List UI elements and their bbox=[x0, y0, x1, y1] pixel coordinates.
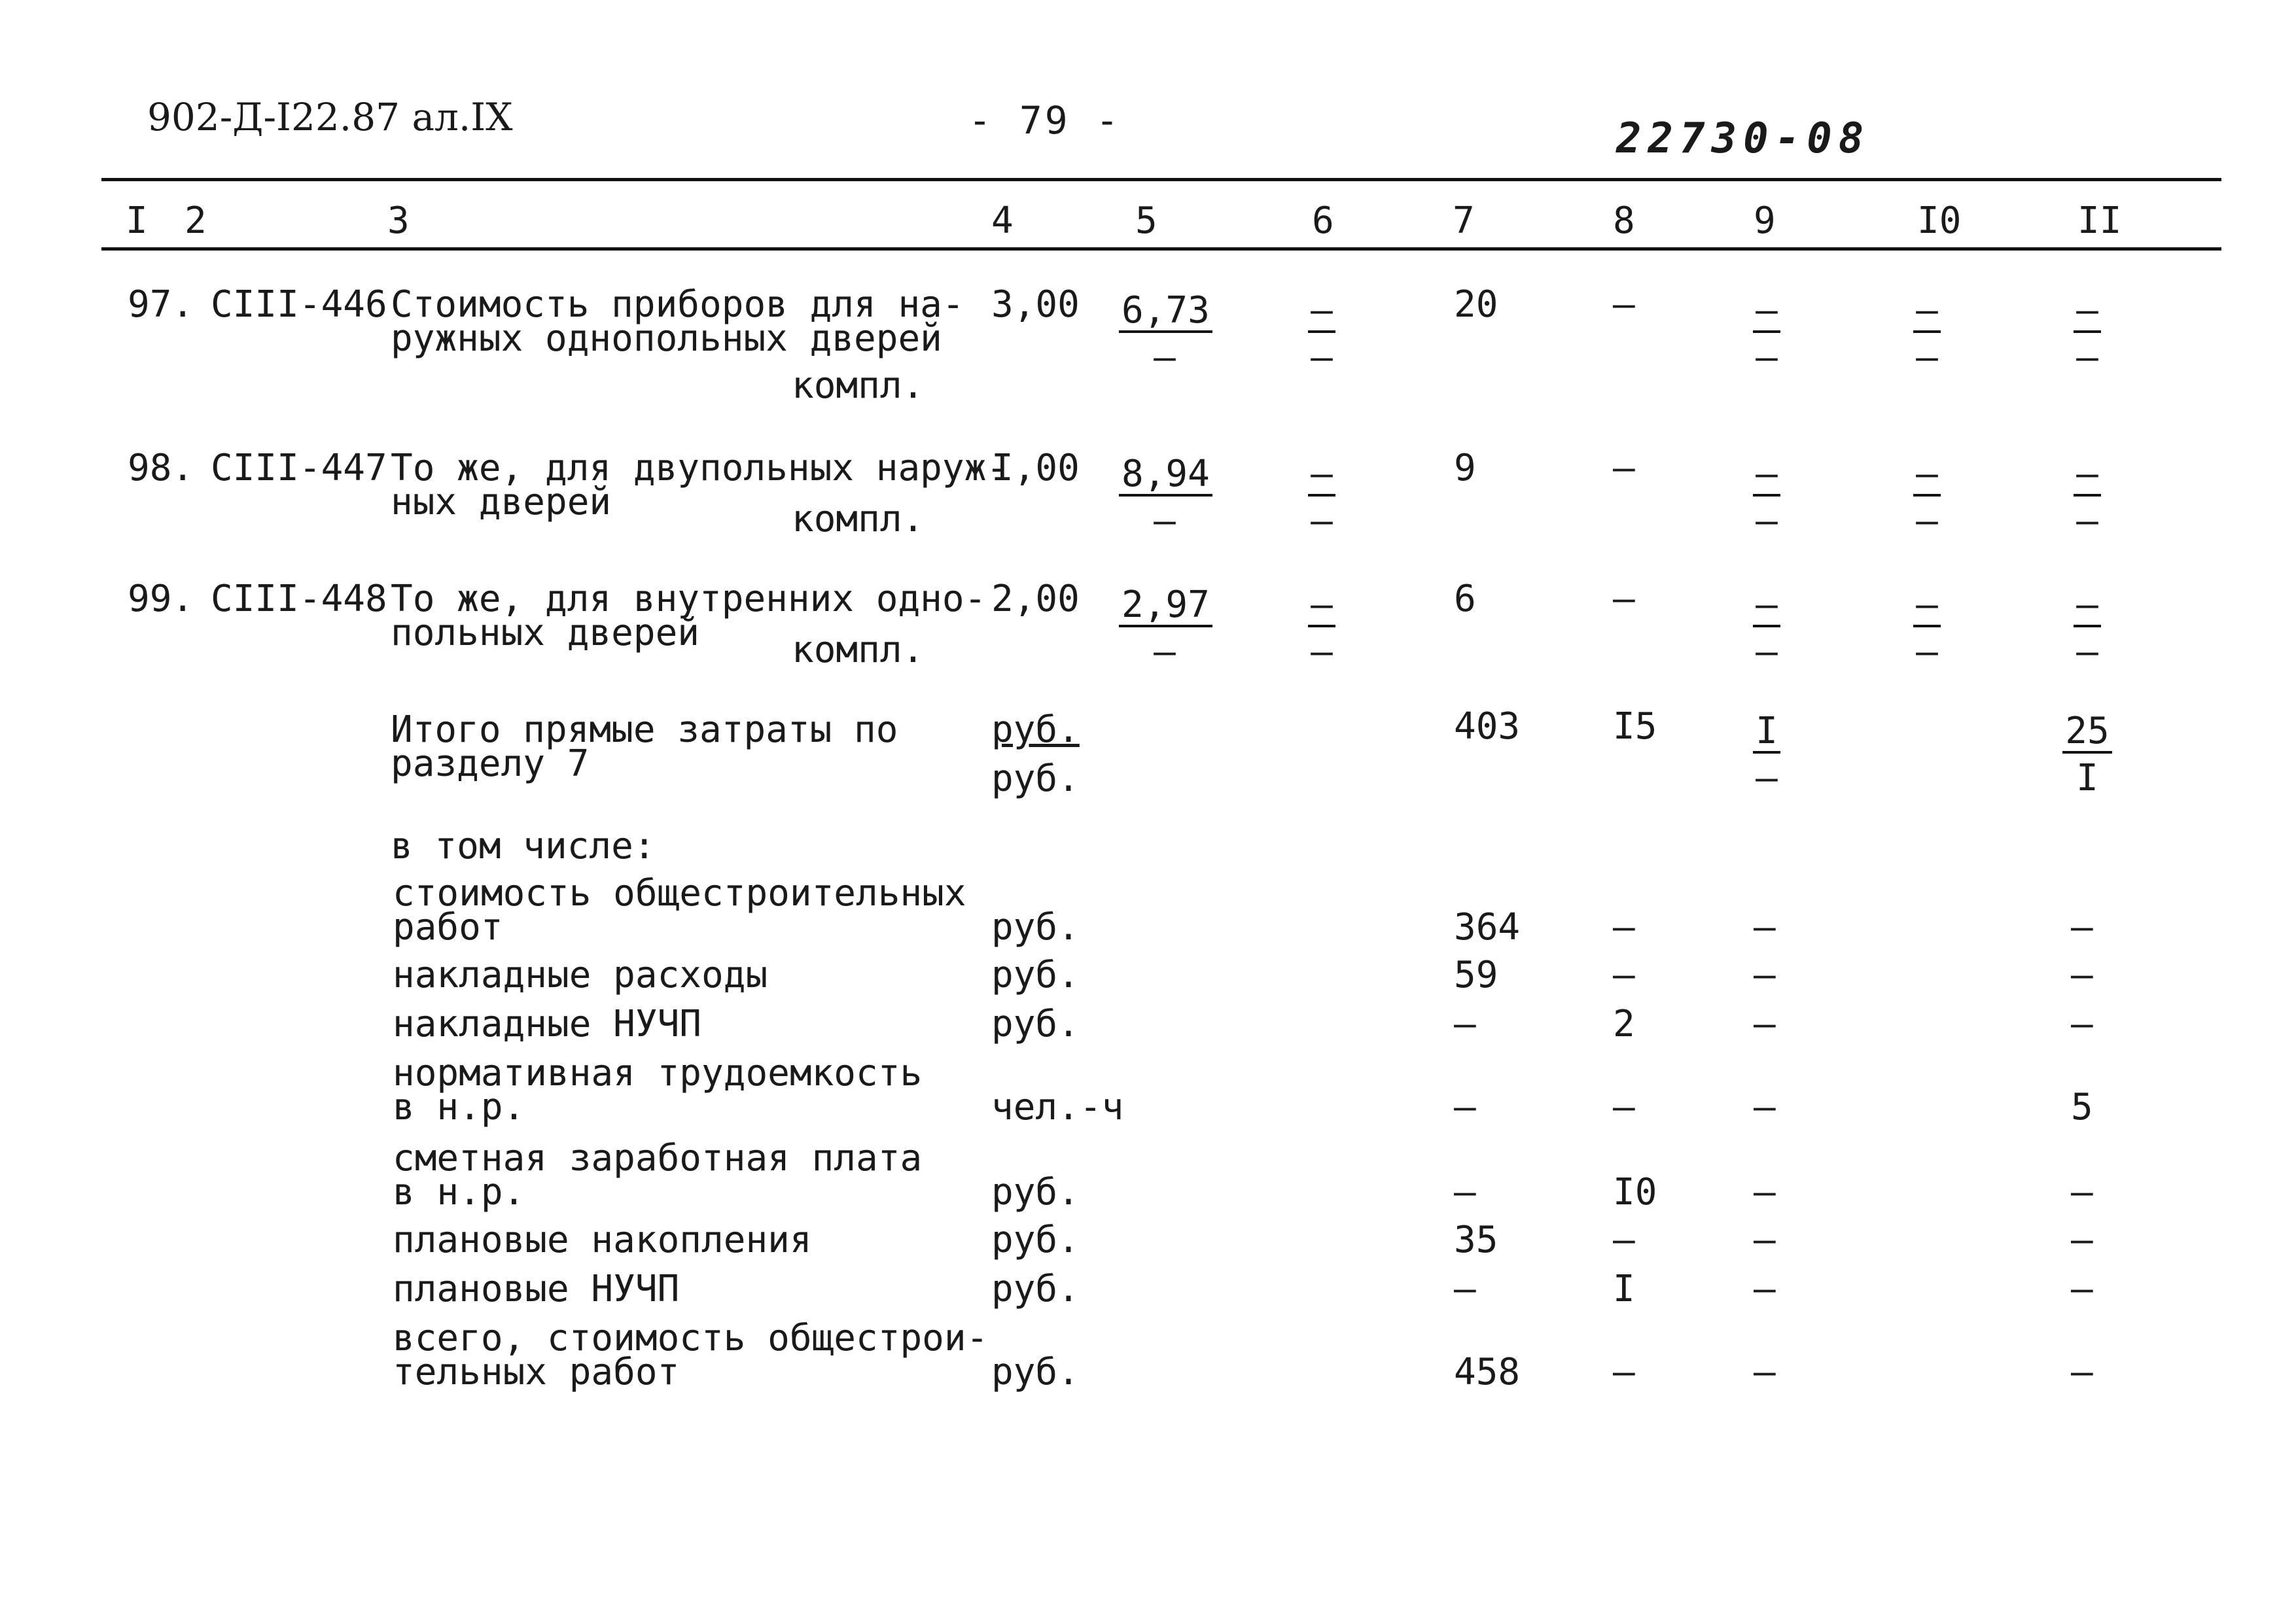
item-qty: I,00 bbox=[991, 447, 1080, 489]
item-col8: – bbox=[1613, 447, 1635, 489]
total-col7: 403 bbox=[1454, 705, 1521, 748]
total-unit-1: руб. bbox=[991, 708, 1080, 751]
breakdown-unit: руб. bbox=[991, 1003, 1080, 1045]
col-header-6: 6 bbox=[1312, 200, 1334, 242]
item-col8: – bbox=[1613, 283, 1635, 326]
item-col5: 2,97 – bbox=[1119, 584, 1210, 671]
item-col5: 8,94 – bbox=[1119, 453, 1210, 540]
item-col6: – – bbox=[1282, 453, 1361, 540]
item-number: 97. bbox=[128, 283, 194, 326]
breakdown-col9: – bbox=[1754, 1219, 1776, 1261]
breakdown-col9: – bbox=[1754, 1171, 1776, 1213]
breakdown-col11: – bbox=[2071, 1171, 2093, 1213]
breakdown-col7: 59 bbox=[1454, 954, 1498, 996]
breakdown-unit: руб. bbox=[991, 954, 1080, 996]
col-header-4: 4 bbox=[991, 200, 1014, 242]
breakdown-label-line1: нормативная трудоемкость bbox=[393, 1052, 923, 1094]
item-col10: – – bbox=[1888, 453, 1966, 540]
breakdown-unit: руб. bbox=[991, 1219, 1080, 1261]
table-top-rule bbox=[101, 178, 2221, 181]
breakdown-col9: – bbox=[1754, 954, 1776, 996]
breakdown-unit: чел.-ч bbox=[991, 1086, 1124, 1128]
item-col6: – – bbox=[1282, 289, 1361, 376]
breakdown-label-line2: тельных работ bbox=[393, 1351, 680, 1393]
breakdown-col8: 2 bbox=[1613, 1003, 1635, 1045]
total-label-line1: Итого прямые затраты по bbox=[391, 708, 898, 751]
item-code: СIII-447 bbox=[211, 447, 387, 489]
item-desc-line2: польных дверей bbox=[391, 612, 700, 654]
item-unit: компл. bbox=[792, 364, 925, 407]
breakdown-col8: – bbox=[1613, 1219, 1635, 1261]
item-code: СIII-446 bbox=[211, 283, 387, 326]
breakdown-unit: руб. bbox=[991, 1268, 1080, 1310]
item-col6: – – bbox=[1282, 584, 1361, 671]
col-header-1: I bbox=[126, 200, 148, 242]
item-number: 98. bbox=[128, 447, 194, 489]
breakdown-label-line1: накладные расходы bbox=[393, 954, 768, 996]
item-col7: 20 bbox=[1454, 283, 1498, 326]
breakdown-col11: – bbox=[2071, 906, 2093, 949]
total-unit-2: руб. bbox=[991, 758, 1080, 800]
breakdown-col11: – bbox=[2071, 1003, 2093, 1045]
col-header-3: 3 bbox=[387, 200, 410, 242]
col-header-5: 5 bbox=[1135, 200, 1157, 242]
document-code: 902-Д-I22.87 ал.IX bbox=[147, 95, 513, 139]
breakdown-label-line1: плановые накопления bbox=[393, 1219, 812, 1261]
breakdown-col8: – bbox=[1613, 1351, 1635, 1393]
item-col9: – – bbox=[1727, 289, 1806, 376]
item-col10: – – bbox=[1888, 584, 1966, 671]
breakdown-col11: – bbox=[2071, 1219, 2093, 1261]
item-unit: компл. bbox=[792, 629, 925, 671]
breakdown-unit: руб. bbox=[991, 1351, 1080, 1393]
col-header-8: 8 bbox=[1613, 200, 1635, 242]
col-header-2: 2 bbox=[185, 200, 207, 242]
item-qty: 2,00 bbox=[991, 578, 1080, 620]
item-desc-line1: Стоимость приборов для на- bbox=[391, 283, 964, 326]
breakdown-col11: – bbox=[2071, 1268, 2093, 1310]
item-col7: 6 bbox=[1454, 578, 1476, 620]
table-header-rule bbox=[101, 247, 2221, 251]
item-code: СIII-448 bbox=[211, 578, 387, 620]
item-desc-line1: То же, для двупольных наруж- bbox=[391, 447, 1009, 489]
breakdown-label-line1: сметная заработная плата bbox=[393, 1137, 923, 1179]
breakdown-label-line2: в н.р. bbox=[393, 1171, 525, 1213]
breakdown-col7: 364 bbox=[1454, 906, 1521, 949]
breakdown-label-line1: накладные НУЧП bbox=[393, 1003, 702, 1045]
col-header-11: II bbox=[2077, 200, 2122, 242]
breakdown-col7: 35 bbox=[1454, 1219, 1498, 1261]
breakdown-col9: – bbox=[1754, 1003, 1776, 1045]
item-number: 99. bbox=[128, 578, 194, 620]
breakdown-label-line1: стоимость общестроительных bbox=[393, 872, 966, 915]
breakdown-col9: – bbox=[1754, 1351, 1776, 1393]
breakdown-col8: I bbox=[1613, 1268, 1635, 1310]
breakdown-col11: – bbox=[2071, 1351, 2093, 1393]
breakdown-label-line2: в н.р. bbox=[393, 1086, 525, 1128]
breakdown-col11: – bbox=[2071, 954, 2093, 996]
breakdown-col7: – bbox=[1454, 1268, 1476, 1310]
breakdown-col8: I0 bbox=[1613, 1171, 1657, 1213]
item-col5: 6,73 – bbox=[1119, 289, 1210, 376]
item-desc-line1: То же, для внутренних одно- bbox=[391, 578, 987, 620]
item-col9: – – bbox=[1727, 453, 1806, 540]
including-label: в том числе: bbox=[391, 825, 656, 867]
col-header-9: 9 bbox=[1754, 200, 1776, 242]
breakdown-unit: руб. bbox=[991, 1171, 1080, 1213]
breakdown-col9: – bbox=[1754, 906, 1776, 949]
archive-number: 22730-08 bbox=[1616, 114, 1871, 163]
item-col9: – – bbox=[1727, 584, 1806, 671]
total-label-line2: разделу 7 bbox=[391, 742, 590, 785]
item-unit: компл. bbox=[792, 498, 925, 540]
item-col8: – bbox=[1613, 578, 1635, 620]
item-qty: 3,00 bbox=[991, 283, 1080, 326]
breakdown-col9: – bbox=[1754, 1086, 1776, 1128]
item-col11: – – bbox=[2048, 584, 2127, 671]
total-col9: I – bbox=[1727, 710, 1806, 797]
total-col8: I5 bbox=[1613, 705, 1657, 748]
breakdown-label-line2: работ bbox=[393, 906, 503, 949]
item-desc-line2: ных дверей bbox=[391, 481, 612, 523]
item-col11: – – bbox=[2048, 453, 2127, 540]
breakdown-col8: – bbox=[1613, 906, 1635, 949]
breakdown-col7: – bbox=[1454, 1003, 1476, 1045]
breakdown-col7: 458 bbox=[1454, 1351, 1521, 1393]
total-col11: $\frac{25}{I}$ bbox=[2048, 710, 2127, 797]
breakdown-col8: – bbox=[1613, 954, 1635, 996]
breakdown-col7: – bbox=[1454, 1086, 1476, 1128]
col-header-10: I0 bbox=[1917, 200, 1962, 242]
breakdown-unit: руб. bbox=[991, 906, 1080, 949]
item-desc-line2: ружных однопольных дверей bbox=[391, 317, 942, 360]
breakdown-col11: 5 bbox=[2071, 1086, 2093, 1128]
breakdown-col8: – bbox=[1613, 1086, 1635, 1128]
col-header-7: 7 bbox=[1453, 200, 1475, 242]
item-col11: – – bbox=[2048, 289, 2127, 376]
item-col10: – – bbox=[1888, 289, 1966, 376]
breakdown-col7: – bbox=[1454, 1171, 1476, 1213]
breakdown-label-line1: всего, стоимость общестрои- bbox=[393, 1317, 989, 1359]
breakdown-label-line1: плановые НУЧП bbox=[393, 1268, 680, 1310]
breakdown-col9: – bbox=[1754, 1268, 1776, 1310]
page-number: - 79 - bbox=[968, 98, 1122, 143]
item-col7: 9 bbox=[1454, 447, 1476, 489]
